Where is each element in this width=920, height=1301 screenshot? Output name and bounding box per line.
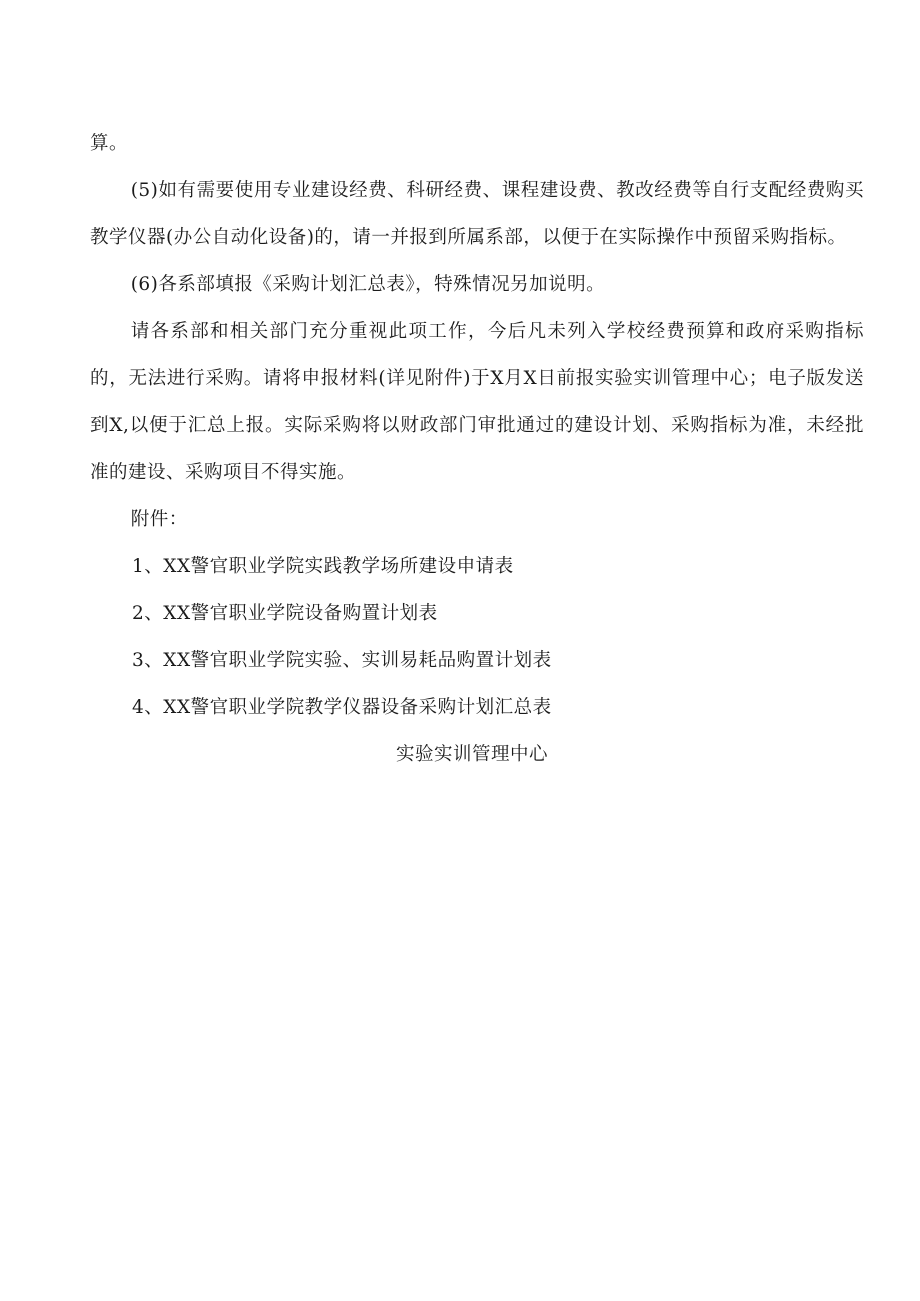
paragraph-continuation: 算。 <box>90 133 129 154</box>
attachment-item: 3、XX警官职业学院实验、实训易耗品购置计划表 <box>132 650 552 671</box>
attachment-item: 2、XX警官职业学院设备购置计划表 <box>132 603 438 624</box>
attachment-item: 4、XX警官职业学院教学仪器设备采购计划汇总表 <box>132 697 552 718</box>
document-body <box>90 120 864 778</box>
paragraph-notice: 请各系部和相关部门充分重视此项工作，今后凡未列入学校经费预算和政府采购指标的，无法进行采购。请将申报材料(详见附件)于X月X日前报实验实训管理中心；电子版发送到X,以便于汇总上报。实际采购将以财政部门审批通过的建设计划、采购指标为准，未经批准的建设、采购项目不得实施。 <box>90 321 864 483</box>
signature-department: 实验实训管理中心 <box>396 744 549 765</box>
paragraph-item-5: (5)如有需要使用专业建设经费、科研经费、课程建设费、教改经费等自行支配经费购买教学仪器(办公自动化设备)的，请一并报到所属系部，以便于在实际操作中预留采购指标。 <box>90 180 864 248</box>
paragraph-item-6: (6)各系部填报《采购计划汇总表》，特殊情况另加说明。 <box>130 274 606 295</box>
attachments-label: 附件： <box>130 509 188 530</box>
attachment-item: 1、XX警官职业学院实践教学场所建设申请表 <box>132 556 514 577</box>
